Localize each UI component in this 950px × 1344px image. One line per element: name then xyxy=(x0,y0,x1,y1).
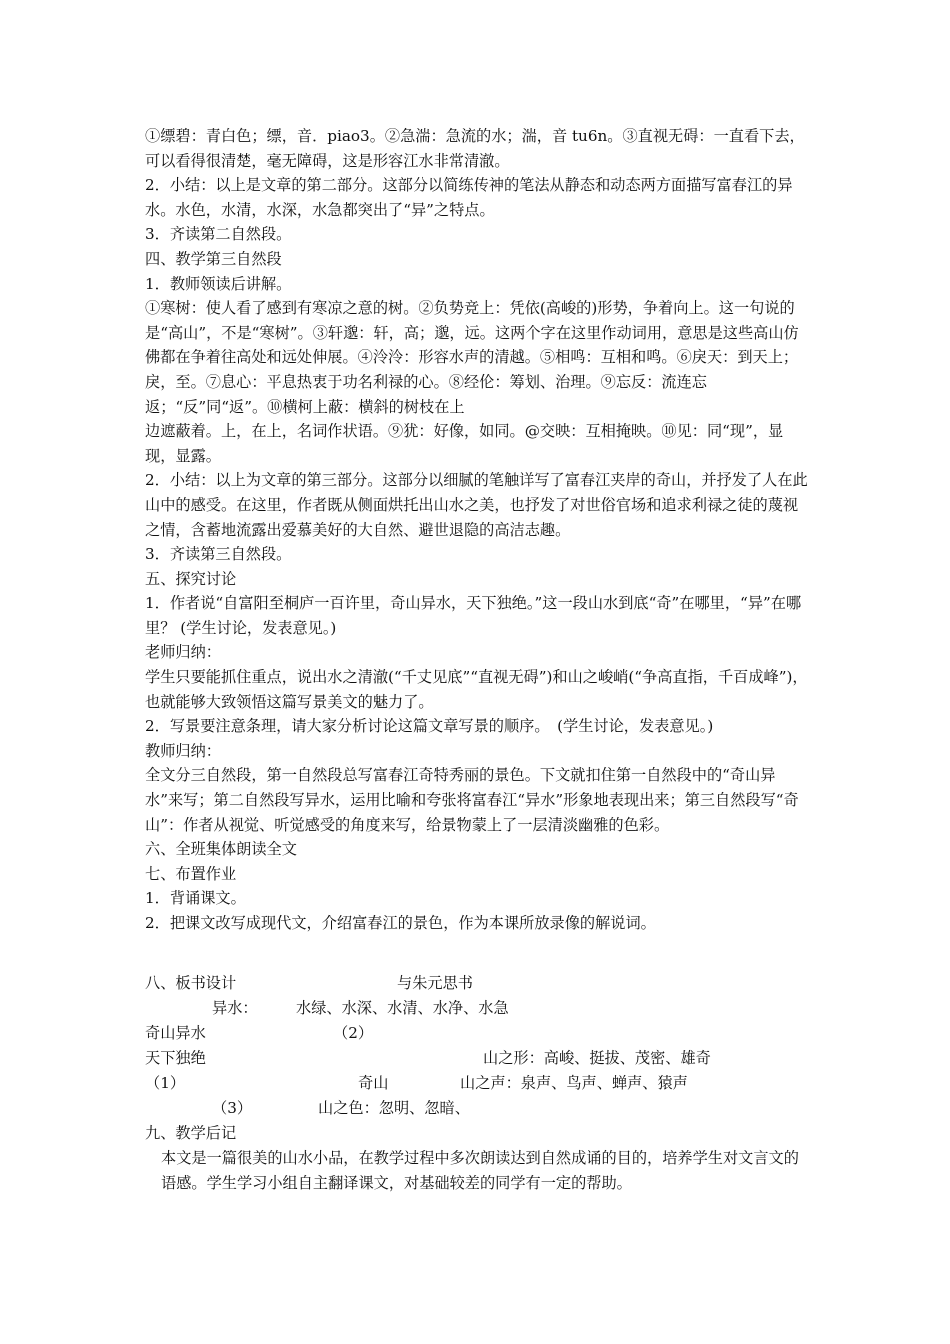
board-number-2: （2） xyxy=(333,1024,374,1042)
paragraph: 2．写景要注意条理，请大家分析讨论这篇文章写景的顺序。 (学生讨论，发表意见。) xyxy=(145,717,714,736)
board-qishan-yishui: 奇山异水 xyxy=(145,1024,206,1042)
paragraph: 边遮蔽着。上，在上，名词作状语。⑨犹：好像，如同。@交映：互相掩映。⑩见：同“现”，显现，显露。 xyxy=(145,422,784,465)
paragraph: 2．小结：以上是文章的第二部分。这部分以简练传神的笔法从静态和动态两方面描写富春江的异水。水色，水清，水深，水急都突出了“异”之特点。 xyxy=(145,176,793,219)
paragraph: ①寒树：使人看了感到有寒凉之意的树。②负势竞上：凭依(高峻的)形势，争着向上。这一句说的是“高山”，不是“寒树”。③轩邈：轩，高；邈，远。这两个字在这里作动词用，意思是这些高山仿佛都在争着往高处和远处伸展。④泠泠：形容水声的清越。⑤相鸣：互相和鸣。⑥戾天：到天上；戾，至。⑦息心：平息热衷于功名利禄的心。⑧经伦：筹划、治理。⑨忘反：流连忘返；“反”同“返”。⑩横柯上蔽：横斜的树枝在上 xyxy=(145,299,799,416)
board-number-1: （1） xyxy=(145,1074,186,1092)
paragraph: ①缥碧：青白色；缥，音．piao3。②急湍：急流的水；湍，音 tu6n。③直视无碍：一直看下去，可以看得很清楚，毫无障碍，这是形容江水非常清澈。 xyxy=(145,127,805,170)
lesson-body xyxy=(145,124,810,936)
board-shan-sheng: 山之声：泉声、鸟声、蝉声、猿声 xyxy=(460,1074,688,1092)
paragraph: 1．作者说“自富阳至桐庐一百许里，奇山异水，天下独绝。”这一段山水到底“奇”在哪里，“异”在哪里？ (学生讨论，发表意见。) xyxy=(145,594,802,637)
paragraph: 3．齐读第二自然段。 xyxy=(145,225,292,244)
paragraph: 五、探究讨论 xyxy=(145,569,237,588)
board-title: 与朱元思书 xyxy=(397,974,473,992)
board-shan-xing: 山之形：高峻、挺拔、茂密、雄奇 xyxy=(483,1049,711,1067)
afterword-body: 本文是一篇很美的山水小品，在教学过程中多次朗读达到自然成诵的目的，培养学生对文言文的语感。学生学习小组自主翻译课文，对基础较差的同学有一定的帮助。 xyxy=(161,1149,799,1192)
paragraph: 七、布置作业 xyxy=(145,864,237,883)
paragraph: 教师归纳： xyxy=(145,741,221,760)
afterword-heading: 九、教学后记 xyxy=(145,1124,237,1142)
paragraph: 四、教学第三自然段 xyxy=(145,249,282,268)
paragraph: 1．背诵课文。 xyxy=(145,889,246,908)
board-shan-se: 山之色：忽明、忽暗、 xyxy=(318,1099,470,1117)
paragraph: 2．把课文改写成现代文，介绍富春江的景色，作为本课所放录像的解说词。 xyxy=(145,914,656,932)
paragraph: 1．教师领读后讲解。 xyxy=(145,274,292,293)
paragraph: 2．小结：以上为文章的第三部分。这部分以细腻的笔触详写了富春江夹岸的奇山，并抒发了人在此山中的感受。在这里，作者既从侧面烘托出山水之美，也抒发了对世俗官场和追求利禄之徒的蔑视之情，含蓄地流露出爱慕美好的大自然、避世退隐的高洁志趣。 xyxy=(145,471,808,539)
board-number-3: （3） xyxy=(212,1099,253,1117)
board-heading: 八、板书设计 xyxy=(145,974,237,992)
paragraph: 六、全班集体朗读全文 xyxy=(145,840,297,859)
board-yishui-label: 异水： xyxy=(212,999,258,1017)
paragraph: 全文分三自然段，第一自然段总写富春江奇特秀丽的景色。下文就扣住第一自然段中的“奇山异水”来写；第二自然段写异水，运用比喻和夸张将富春江“异水”形象地表现出来；第三自然段写“奇山”：作者从视觉、听觉感受的角度来写，给景物蒙上了一层清淡幽雅的色彩。 xyxy=(145,766,799,834)
board-qishan: 奇山 xyxy=(358,1074,389,1092)
paragraph: 3．齐读第三自然段。 xyxy=(145,545,292,564)
paragraph: 老师归纳： xyxy=(145,643,221,662)
board-yishui-items: 水绿、水深、水清、水净、水急 xyxy=(296,999,509,1017)
paragraph: 学生只要能抓住重点，说出水之清澈(“千丈见底”“直视无碍”)和山之峻峭(“争高直指，千百成峰”)，也就能够大致领悟这篇写景美文的魅力了。 xyxy=(145,668,808,711)
board-tianxia-dujue: 天下独绝 xyxy=(145,1049,206,1067)
afterword xyxy=(145,1146,810,1195)
